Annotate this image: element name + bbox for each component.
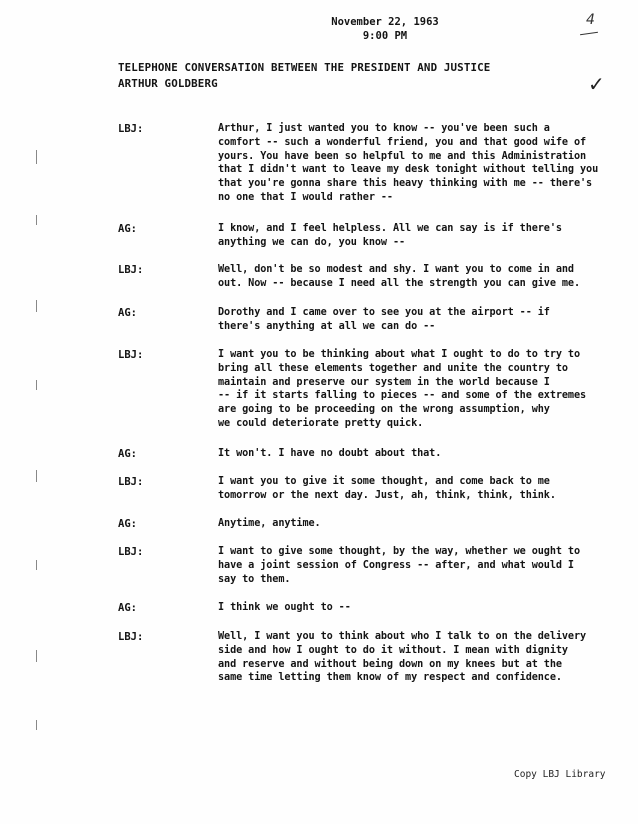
- speaker-label: AG:: [118, 448, 137, 460]
- speech-text: I want to give some thought, by the way, whether we ought to have a joint session of Congress -- after, and what would I say to them.: [218, 546, 581, 585]
- speaker-label: LBJ:: [118, 476, 144, 488]
- document-title: [118, 60, 588, 92]
- speech-text: Dorothy and I came over to see you at the airport -- if there's anything at all we can do --: [218, 307, 550, 332]
- library-copy-notice: Copy LBJ Library: [514, 769, 606, 780]
- speaker-label: LBJ:: [118, 349, 144, 361]
- speech-text: Well, don't be so modest and shy. I want you to come in and out. Now -- because I need all the strength you can give me.: [218, 264, 581, 289]
- speech-text: Arthur, I just wanted you to know -- you've been such a comfort -- such a wonderful friend, you and that good wife of yours. You have been so helpful to me and this Administration that I didn't want to leave my desk tonight without telling you that you're gonna share this heavy thinking with me -- there's no one that I would rather --: [218, 123, 599, 203]
- margin-binding-mark: [36, 380, 37, 390]
- speech-text: I think we ought to --: [218, 602, 351, 613]
- date-header: [300, 15, 470, 43]
- time-line: 9:00 PM: [362, 30, 408, 42]
- speaker-label: AG:: [118, 602, 137, 614]
- check-mark-icon: ✓: [588, 72, 605, 96]
- margin-binding-mark: [36, 560, 37, 570]
- handwritten-page-number: 4: [586, 12, 595, 28]
- speaker-label: LBJ:: [118, 546, 144, 558]
- page-number-underline: [580, 32, 598, 35]
- margin-binding-mark: [36, 650, 37, 662]
- speech-text: I want you to be thinking about what I ought to do to try to bring all these elements together and unite the country to maintain and preserve our system in the world because I -- if it starts falling to pieces -- and some of the extremes are going to be proceeding on the wrong assumption, why we could deteriorate pretty quick.: [218, 349, 587, 429]
- margin-binding-mark: [36, 300, 37, 312]
- speaker-label: AG:: [118, 307, 137, 319]
- speaker-label: LBJ:: [118, 264, 144, 276]
- speech-text: It won't. I have no doubt about that.: [218, 448, 442, 459]
- title-line-2: ARTHUR GOLDBERG: [118, 77, 218, 90]
- title-line-1: TELEPHONE CONVERSATION BETWEEN THE PRESIDENT AND JUSTICE: [118, 61, 491, 74]
- speech-text: I know, and I feel helpless. All we can say is if there's anything we can do, you know --: [218, 223, 562, 248]
- margin-binding-mark: [36, 150, 37, 164]
- speech-text: I want you to give it some thought, and come back to me tomorrow or the next day. Just, ah, think, think, think.: [218, 476, 556, 501]
- speaker-label: LBJ:: [118, 631, 144, 643]
- speech-text: Well, I want you to think about who I talk to on the delivery side and how I ought to do it without. I mean with dignity and reserve and without being down on my knees but at the same time letting them know of my respect and confidence.: [218, 631, 587, 684]
- speaker-label: AG:: [118, 223, 137, 235]
- speaker-label: LBJ:: [118, 123, 144, 135]
- speaker-label: AG:: [118, 518, 137, 530]
- margin-binding-mark: [36, 470, 37, 482]
- margin-binding-mark: [36, 720, 37, 730]
- margin-binding-mark: [36, 215, 37, 225]
- speech-text: Anytime, anytime.: [218, 518, 321, 529]
- date-line: November 22, 1963: [331, 16, 439, 28]
